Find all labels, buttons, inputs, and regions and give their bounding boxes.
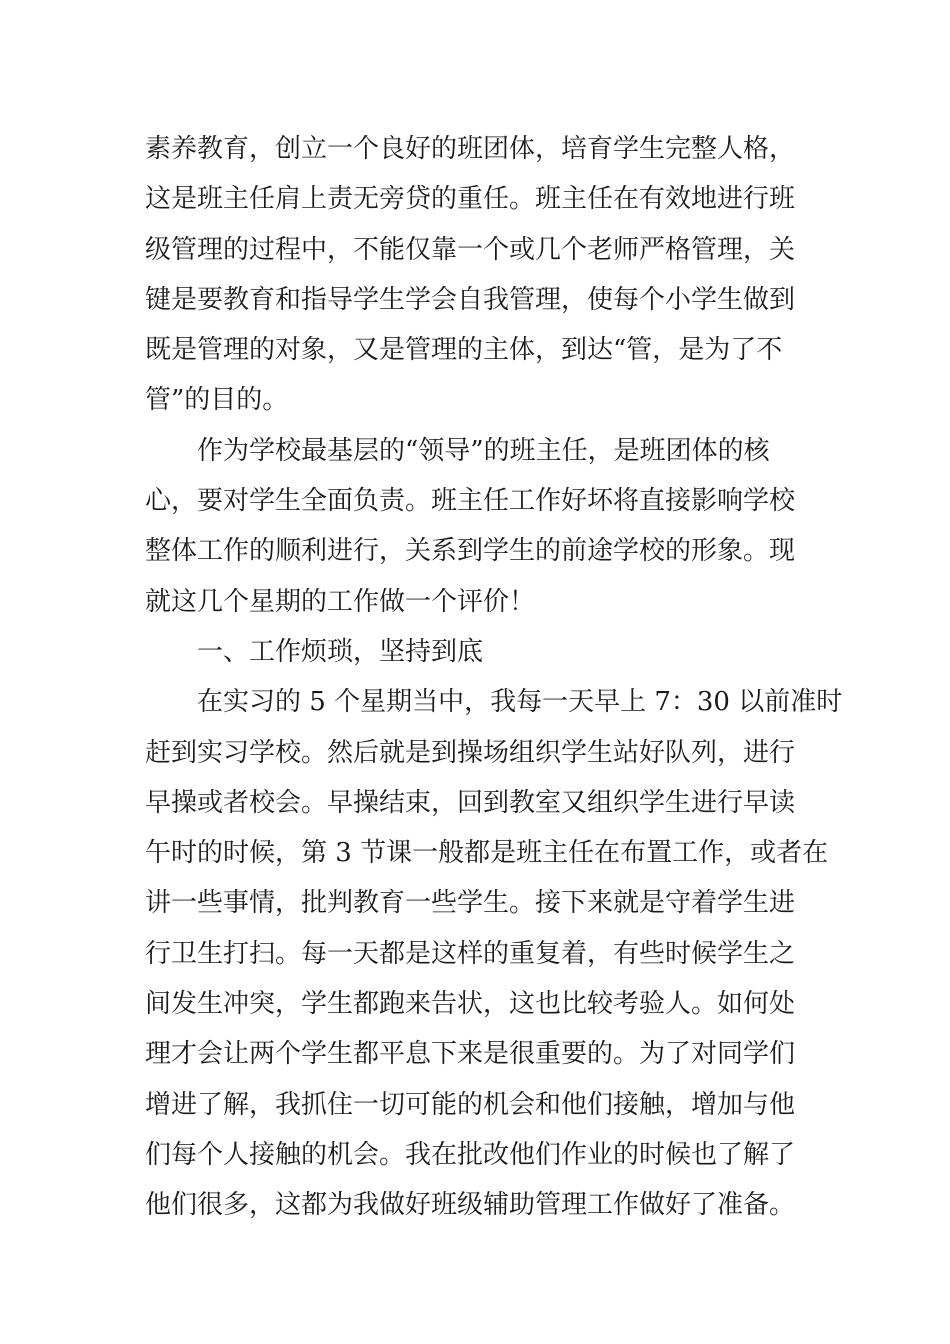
text-line: 增进了解，我抓住一切可能的机会和他们接触，增加与他 — [145, 1089, 796, 1120]
text-line: 心，要对学生全面负责。班主任工作好坏将直接影响学校 — [145, 486, 796, 517]
text-line: 赶到实习学校。然后就是到操场组织学生站好队列，进行 — [145, 737, 796, 768]
text-line: 作为学校最基层的“领导”的班主任，是班团体的核 — [197, 435, 770, 466]
text-line: 这是班主任肩上责无旁贷的重任。班主任在有效地进行班 — [145, 184, 796, 215]
text-line: 级管理的过程中，不能仅靠一个或几个老师严格管理，关 — [145, 234, 796, 265]
text-line: 他们很多，这都为我做好班级辅助管理工作做好了准备。 — [145, 1190, 796, 1221]
text-line: 整体工作的顺利进行，关系到学生的前途学校的形象。现 — [145, 536, 796, 567]
section-heading: 一、工作烦琐，坚持到底 — [197, 636, 484, 667]
text-line: 既是管理的对象，又是管理的主体，到达“管，是为了不 — [145, 335, 783, 366]
text-line: 在实习的 5 个星期当中，我每一天早上 7：30 以前准时 — [197, 687, 843, 718]
text-line: 午时的时候，第 3 节课一般都是班主任在布置工作，或者在 — [145, 838, 829, 869]
text-line: 素养教育，创立一个良好的班团体，培育学生完整人格， — [145, 134, 796, 164]
document-body — [145, 124, 843, 1231]
text-line: 理才会让两个学生都平息下来是很重要的。为了对同学们 — [145, 1039, 796, 1070]
text-line: 间发生冲突，学生都跑来告状，这也比较考验人。如何处 — [145, 989, 796, 1020]
text-line: 就这几个星期的工作做一个评价！ — [145, 586, 536, 617]
text-line: 早操或者校会。早操结束，回到教室又组织学生进行早读 — [145, 787, 796, 818]
text-line: 讲一些事情，批判教育一些学生。接下来就是守着学生进 — [145, 888, 796, 919]
text-line: 行卫生打扫。每一天都是这样的重复着，有些时候学生之 — [145, 938, 796, 969]
text-line: 们每个人接触的机会。我在批改他们作业的时候也了解了 — [145, 1139, 796, 1170]
text-line: 管”的目的。 — [145, 385, 289, 416]
text-line: 键是要教育和指导学生学会自我管理，使每个小学生做到 — [145, 284, 796, 315]
